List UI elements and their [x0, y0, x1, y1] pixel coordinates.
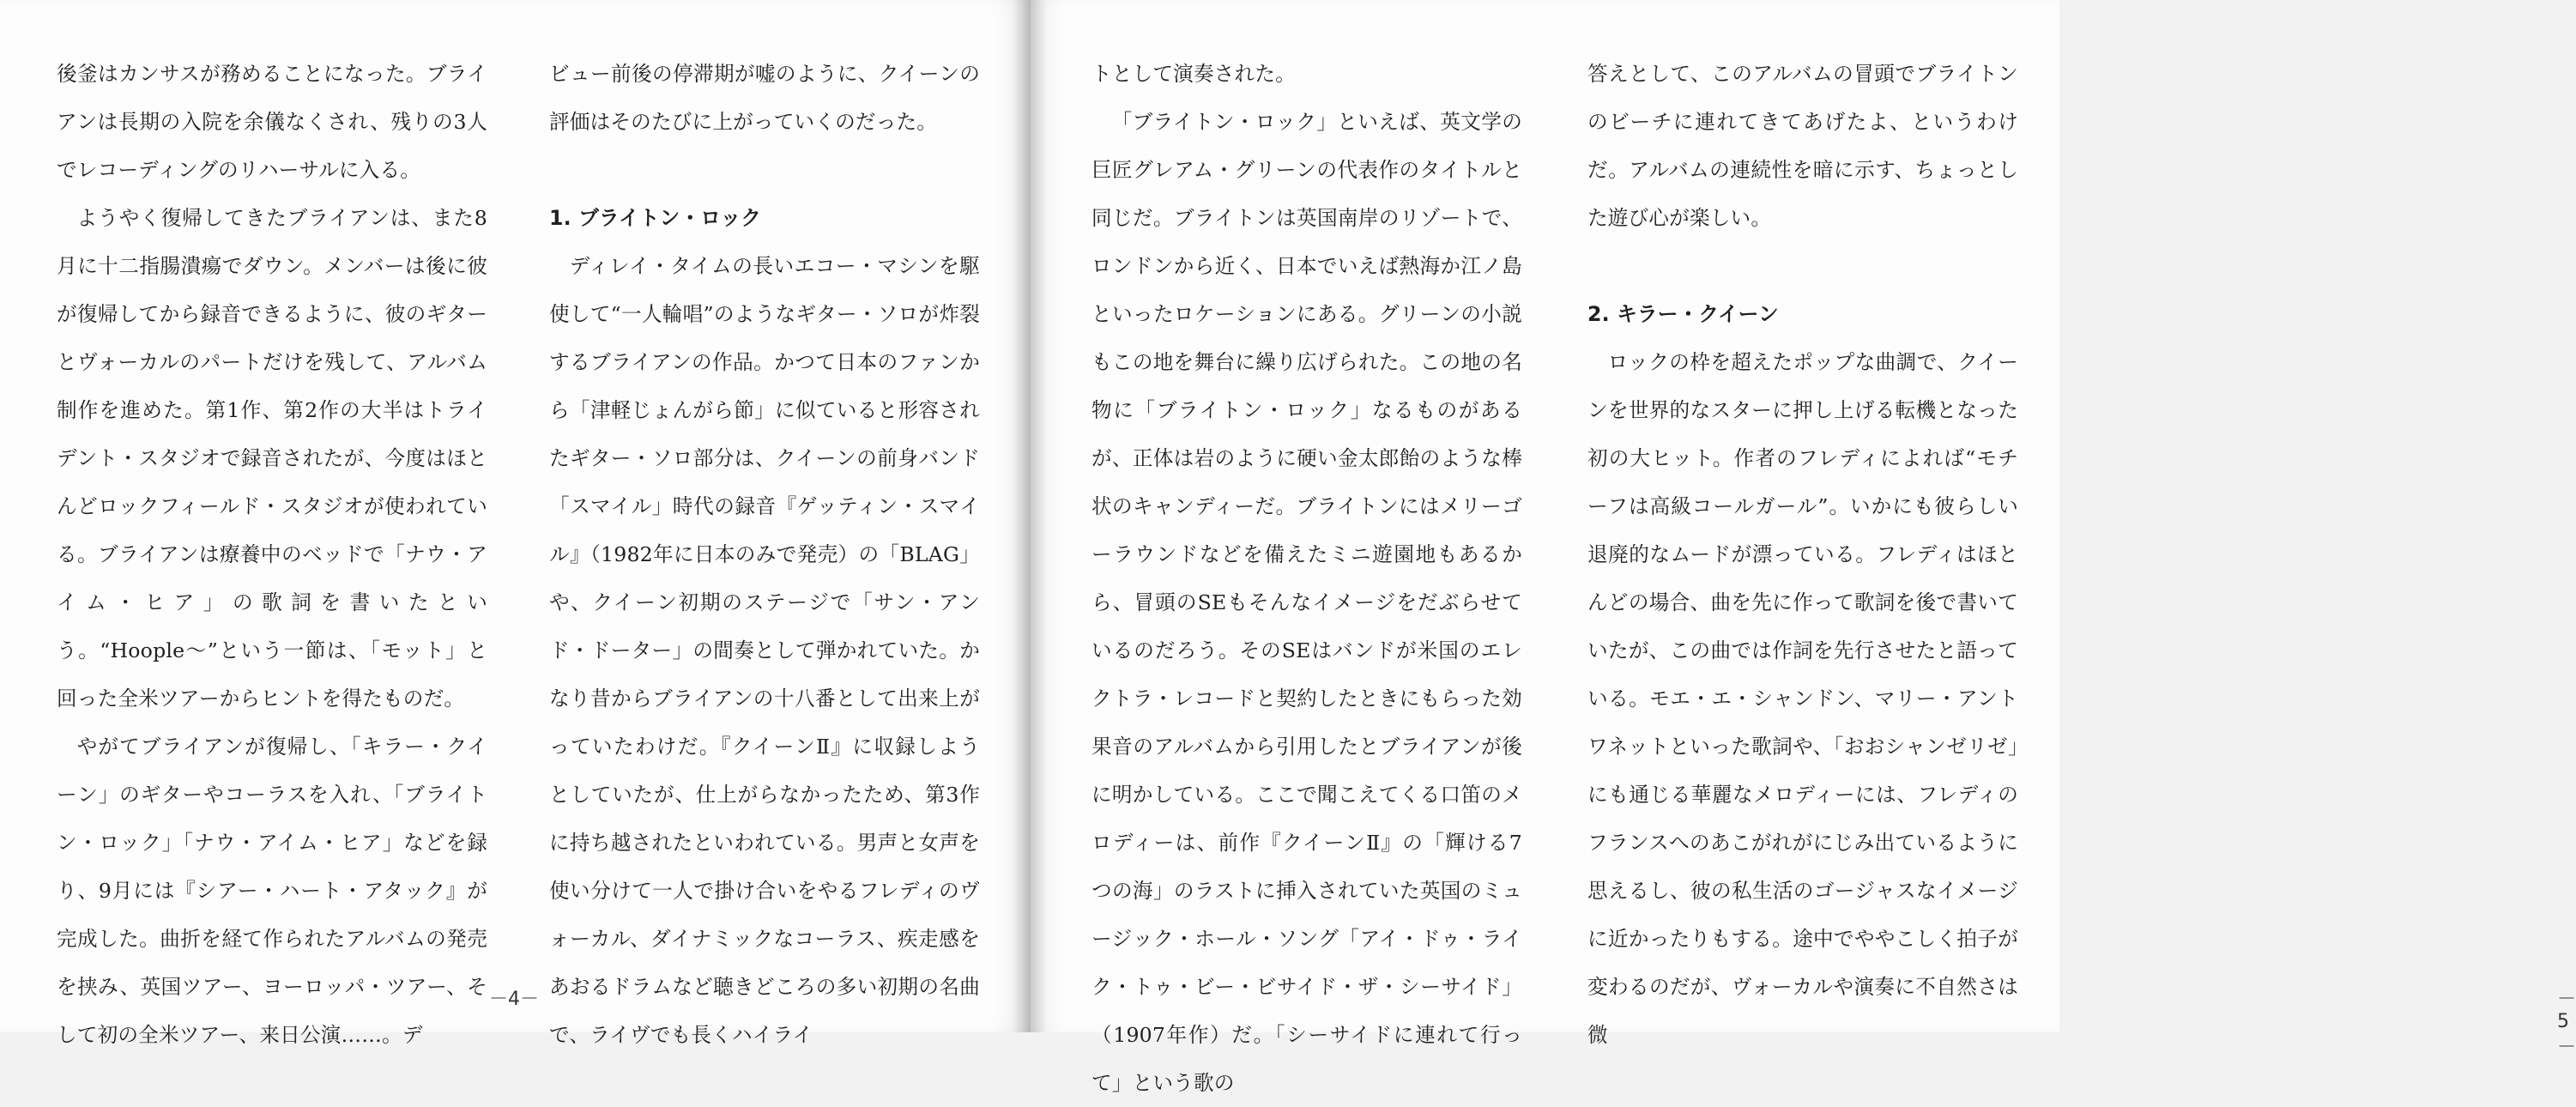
- paragraph: 後釜はカンサスが務めることになった。ブライアンは長期の入院を余儀なくされ、残りの3人でレコーディングのリハーサルに入る。: [57, 62, 487, 182]
- column-4: [1587, 50, 2018, 1059]
- section-heading: 1. ブライトン・ロック: [549, 206, 762, 230]
- paragraph: 答えとして、このアルバムの冒頭でブライトンのビーチに連れてきてあげたよ、というわけだ。アルバムの連続性を暗に示す、ちょっとした遊び心が楽しい。: [1587, 62, 2018, 230]
- paragraph-gap: [1587, 242, 2018, 290]
- paragraph: ビュー前後の停滞期が嘘のように、クイーンの評価はそのたびに上がっていくのだった。: [549, 62, 980, 134]
- column-2: [549, 50, 980, 1059]
- page-number: －5－: [2557, 989, 2576, 1058]
- page-number: －4－: [489, 989, 539, 1010]
- paragraph: ディレイ・タイムの長いエコー・マシンを駆使して“一人輪唱”のようなギター・ソロが炸裂するブライアンの作品。かつて日本のファンから「津軽じょんがら節」に似ていると形容されたギター・ソロ部分は、クイーンの前身バンド「スマイル」時代の録音『ゲッティン・スマイル』（1982年に日本のみで発売）の「BLAG」や、クイーン初期のステージで「サン・アンド・ドーター」の間奏として弾かれていた。かなり昔からブライアンの十八番として出来上がっていたわけだ。『クイーンⅡ』に収録しようとしていたが、仕上がらなかったため、第3作に持ち越されたといわれている。男声と女声を使い分けて一人で掛け合いをやるフレディのヴォーカル、ダイナミックなコーラス、疾走感をあおるドラムなど聴きどころの多い初期の名曲で、ライヴでも長くハイライ: [549, 254, 980, 1047]
- section-heading: 2. キラー・クイーン: [1587, 302, 1779, 326]
- paragraph: やがてブライアンが復帰し、「キラー・クイーン」のギターやコーラスを入れ、「ブライトン・ロック」「ナウ・アイム・ヒア」などを録り、9月には『シアー・ハート・アタック』が完成した。曲折を経て作られたアルバムの発売を挟み、英国ツアー、ヨーロッパ・ツアー、そして初の全米ツアー、来日公演……。デ: [57, 735, 487, 1047]
- paragraph: ようやく復帰してきたブライアンは、また8月に十二指腸潰瘍でダウン。メンバーは後に彼が復帰してから録音できるように、彼のギターとヴォーカルのパートだけを残して、アルバム制作を進めた。第1作、第2作の大半はトライデント・スタジオで録音されたが、今度はほとんどロックフィールド・スタジオが使われている。ブライアンは療養中のベッドで「ナウ・アイム・ヒア」の歌詞を書いたという。“Hoople～”という一節は、「モット」と回った全米ツアーからヒントを得たものだ。: [57, 206, 487, 711]
- paragraph-gap: [549, 146, 980, 194]
- paragraph: ロックの枠を超えたポップな曲調で、クイーンを世界的なスターに押し上げる転機となった初の大ヒット。作者のフレディによれば“モチーフは高級コールガール”。いかにも彼らしい退廃的なムードが漂っている。フレディはほとんどの場合、曲を先に作って歌詞を後で書いていたが、この曲では作詞を先行させたと語っている。モエ・エ・シャンドン、マリー・アントワネットといった歌詞や、「おおシャンゼリゼ」にも通じる華麗なメロディーには、フレディのフランスへのあこがれがにじみ出ているように思えるし、彼の私生活のゴージャスなイメージに近かったりもする。途中でややこしく拍子が変わるのだが、ヴォーカルや演奏に不自然さは微: [1587, 350, 2018, 1047]
- column-3: [1091, 50, 1522, 1107]
- column-1: [57, 50, 487, 1059]
- paragraph: 「ブライトン・ロック」といえば、英文学の巨匠グレアム・グリーンの代表作のタイトルと同じだ。ブライトンは英国南岸のリゾートで、ロンドンから近く、日本でいえば熱海か江ノ島といったロケーションにある。グリーンの小説もこの地を舞台に繰り広げられた。この地の名物に「ブライトン・ロック」なるものがあるが、正体は岩のように硬い金太郎飴のような棒状のキャンディーだ。ブライトンにはメリーゴーラウンドなどを備えたミニ遊園地もあるから、冒頭のSEもそんなイメージをだぶらせているのだろう。そのSEはバンドが米国のエレクトラ・レコードと契約したときにもらった効果音のアルバムから引用したとブライアンが後に明かしている。ここで聞こえてくる口笛のメロディーは、前作『クイーンⅡ』の「輝ける7つの海」のラストに挿入されていた英国のミュージック・ホール・ソング「アイ・ドゥ・ライク・トゥ・ビー・ビサイド・ザ・シーサイド」（1907年作）だ。「シーサイドに連れて行って」という歌の: [1091, 110, 1522, 1095]
- page-left: [0, 0, 1030, 1047]
- paragraph: トとして演奏された。: [1091, 62, 1296, 86]
